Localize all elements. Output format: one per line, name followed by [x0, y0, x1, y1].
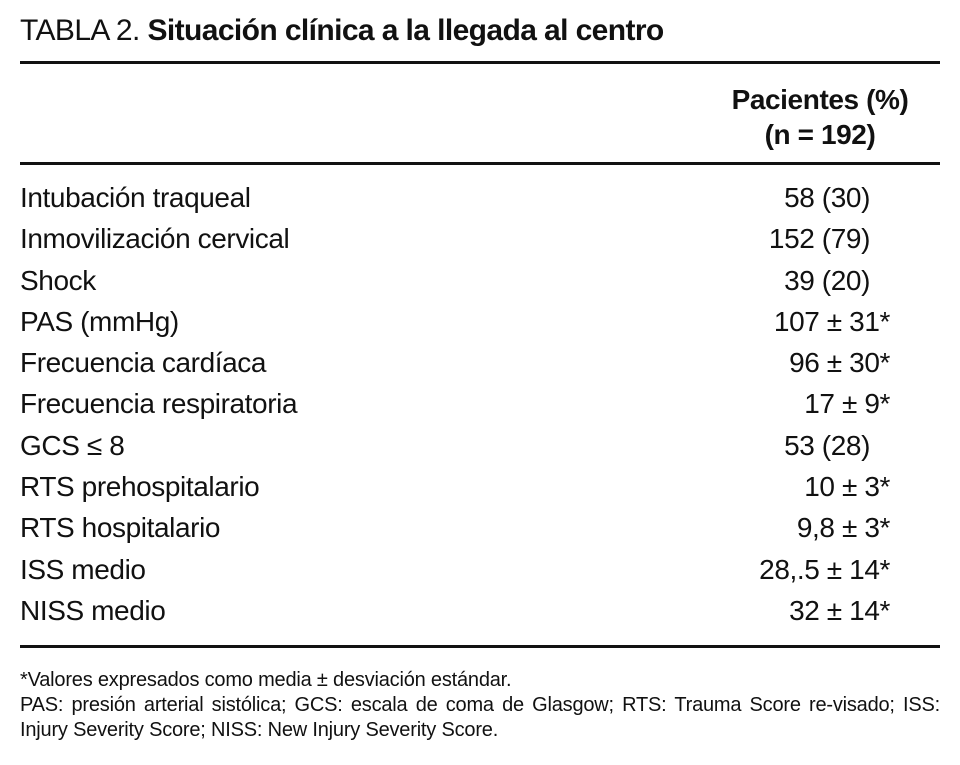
row-value: 96 ± 30* — [789, 347, 890, 379]
table-row — [20, 263, 940, 304]
row-value: 39 (20) — [784, 264, 870, 296]
table-row — [20, 221, 940, 262]
table-label: TABLA 2. — [20, 14, 140, 47]
table-row — [20, 510, 940, 551]
table-row — [20, 428, 940, 469]
row-label: Inmovilización cervical — [20, 223, 290, 255]
table-body — [20, 180, 940, 634]
row-value: 10 ± 3* — [804, 471, 890, 503]
footnote: PAS: presión arterial sistólica; GCS: escala de coma de Glasgow; RTS: Trauma Score re-visado; ISS: Injury Severity Score; NISS: New Injury Severity Score. — [20, 694, 940, 741]
bottom-rule — [20, 645, 940, 648]
table-row — [20, 552, 940, 593]
table-row — [20, 345, 940, 386]
row-value: 107 ± 31* — [773, 305, 890, 337]
row-label: Intubación traqueal — [20, 182, 251, 213]
header-rule — [20, 162, 940, 165]
row-label: Shock — [20, 264, 96, 296]
row-value: 28,.5 ± 14* — [759, 553, 890, 585]
column-header — [700, 82, 940, 152]
row-value: 9,8 ± 3* — [796, 512, 890, 544]
row-label: PAS (mmHg) — [20, 305, 179, 337]
row-value: 53 (28) — [784, 429, 870, 461]
table-row — [20, 304, 940, 345]
table-footnotes — [20, 668, 940, 743]
row-label: ISS medio — [20, 553, 146, 585]
table-row — [20, 386, 940, 427]
table-row — [20, 593, 940, 634]
top-rule — [20, 61, 940, 64]
table-title-text: Situación clínica a la llegada al centro — [147, 14, 664, 47]
row-label: Frecuencia respiratoria — [20, 388, 298, 420]
row-value: 58 (30) — [784, 182, 870, 213]
row-label: GCS ≤ 8 — [20, 429, 125, 461]
row-value: 32 ± 14* — [789, 594, 890, 626]
table-title — [20, 14, 664, 48]
table-row — [20, 180, 940, 221]
row-label: Frecuencia cardíaca — [20, 347, 267, 379]
column-header-line2: (n = 192) — [764, 119, 876, 150]
row-label: NISS medio — [20, 594, 166, 626]
row-label: RTS prehospitalario — [20, 471, 260, 503]
table-row — [20, 469, 940, 510]
column-header-line1: Pacientes (%) — [731, 84, 909, 115]
row-label: RTS hospitalario — [20, 512, 221, 544]
row-value: 152 (79) — [768, 223, 870, 255]
footnote: *Valores expresados como media ± desviación estándar. — [20, 669, 512, 691]
row-value: 17 ± 9* — [804, 388, 890, 420]
